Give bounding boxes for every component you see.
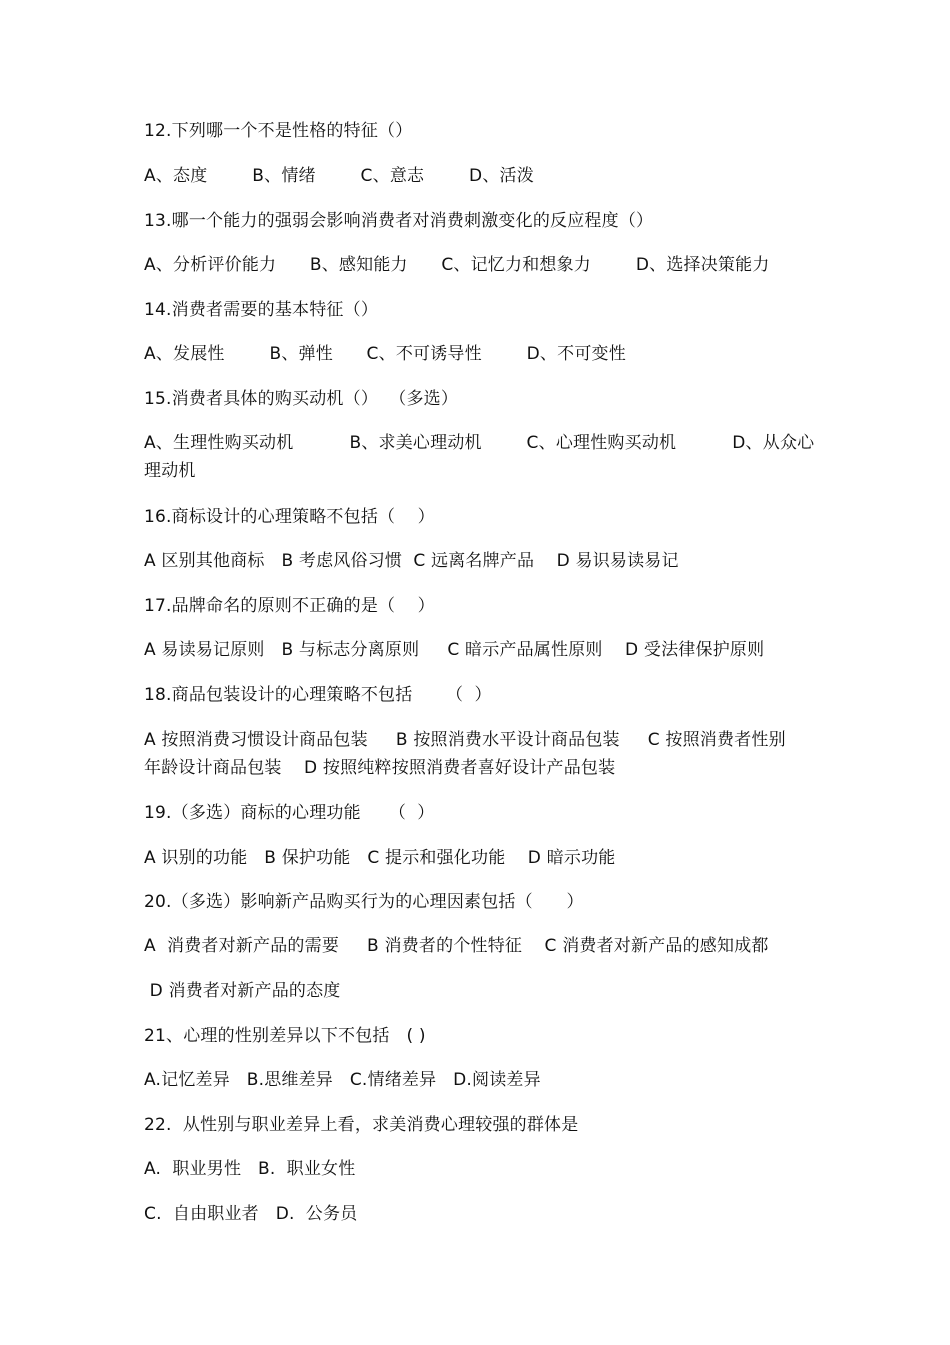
question-18-options: A 按照消费习惯设计商品包装 B 按照消费水平设计商品包装 C 按照消费者性别 [144,730,786,750]
question-15-options-cont: 理动机 [144,461,196,481]
question-16: 16.商标设计的心理策略不包括（ ） [144,507,435,527]
question-15-options: A、生理性购买动机 B、求美心理动机 C、心理性购买动机 D、从众心 [144,433,815,453]
question-13-options: A、分析评价能力 B、感知能力 C、记忆力和想象力 D、选择决策能力 [144,255,770,275]
question-15: 15.消费者具体的购买动机（） （多选） [144,389,459,409]
question-17: 17.品牌命名的原则不正确的是（ ） [144,596,435,616]
question-20-options-cont: D 消费者对新产品的态度 [144,981,341,1001]
question-20-options: A 消费者对新产品的需要 B 消费者的个性特征 C 消费者对新产品的感知成都 [144,936,769,956]
question-22-options-ab: A. 职业男性 B. 职业女性 [144,1159,356,1179]
question-12-options: A、态度 B、情绪 C、意志 D、活泼 [144,166,534,186]
question-14-options: A、发展性 B、弹性 C、不可诱导性 D、不可变性 [144,344,626,364]
question-19-options: A 识别的功能 B 保护功能 C 提示和强化功能 D 暗示功能 [144,848,616,868]
question-20: 20.（多选）影响新产品购买行为的心理因素包括（ ） [144,892,584,912]
question-17-options: A 易读易记原则 B 与标志分离原则 C 暗示产品属性原则 D 受法律保护原则 [144,640,765,660]
question-12: 12.下列哪一个不是性格的特征（） [144,121,413,141]
question-18: 18.商品包装设计的心理策略不包括 （ ） [144,685,492,705]
question-18-options-cont: 年龄设计商品包装 D 按照纯粹按照消费者喜好设计产品包装 [144,758,616,778]
question-13: 13.哪一个能力的强弱会影响消费者对消费刺激变化的反应程度（） [144,211,654,231]
question-22: 22. 从性别与职业差异上看，求美消费心理较强的群体是 [144,1115,579,1135]
question-16-options: A 区别其他商标 B 考虑风俗习惯 C 远离名牌产品 D 易识易读易记 [144,551,679,571]
question-22-options-cd: C. 自由职业者 D. 公务员 [144,1204,358,1224]
question-14: 14.消费者需要的基本特征（） [144,300,379,320]
question-19: 19.（多选）商标的心理功能 （ ） [144,803,435,823]
question-21-options: A.记忆差异 B.思维差异 C.情绪差异 D.阅读差异 [144,1070,541,1090]
question-21: 21、心理的性别差异以下不包括 ( ) [144,1026,426,1046]
